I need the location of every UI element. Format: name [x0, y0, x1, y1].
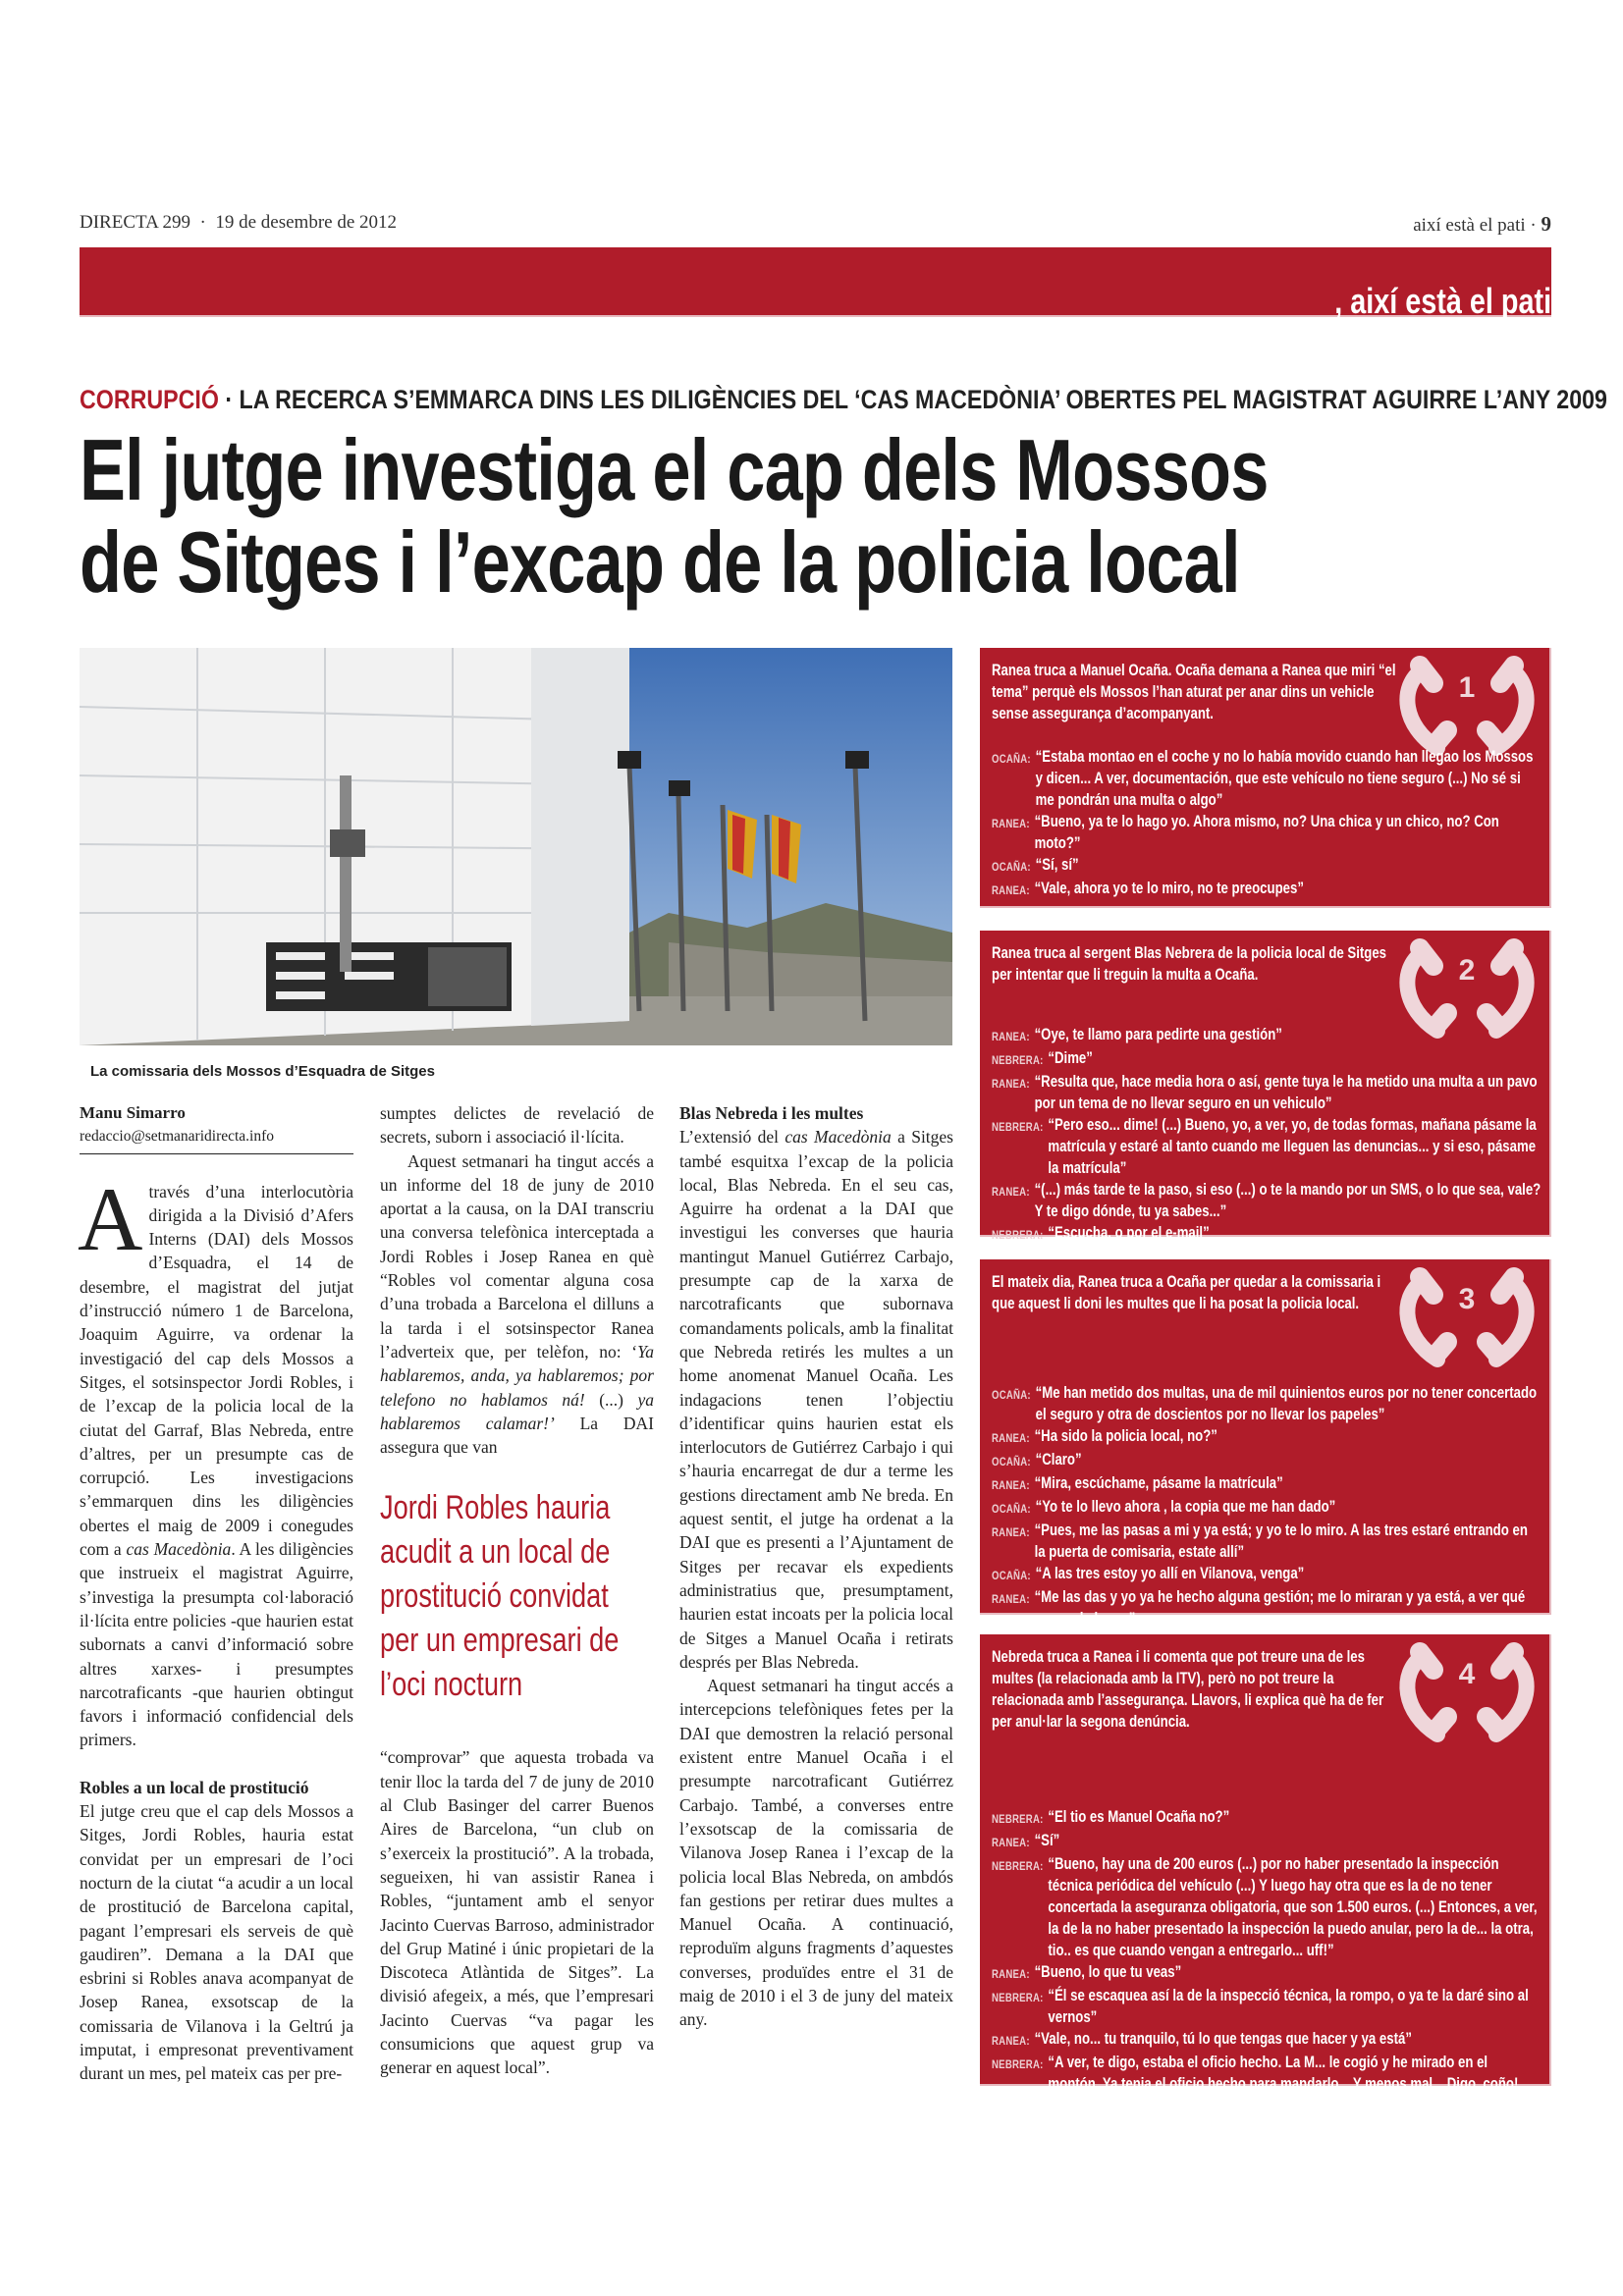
dialogue-text: “Claro” [1035, 1451, 1082, 1468]
call-summary: Nebreda truca a Ranea i li comenta que pot treure una de les multes (la relacionada amb la ITV), però no pot treure la relacionada amb l’assegurança. Llavors, li explica què ha de fer per anul·lar la segona denúncia. [992, 1648, 1384, 1731]
kicker-tag: CORRUPCIÓ [80, 385, 219, 414]
dialogue-text: “Vale, ahora yo te lo miro, no te preocupes” [1034, 880, 1304, 897]
dialogue-text: “Escucha, o por el e-mail” [1048, 1224, 1210, 1242]
dialogue-text: “Yo te lo llevo ahora , la copia que me han dado” [1035, 1498, 1336, 1516]
dialogue-text: “Oye, te llamo para pedirte una gestión” [1034, 1026, 1282, 1043]
lead-paragraph [78, 1168, 353, 1752]
photo-caption: La comissaria dels Mossos d’Esquadra de Sitges [90, 1063, 435, 1080]
call-number: 4 [1458, 1658, 1476, 1690]
speaker-label: RANEA: [992, 1030, 1030, 1043]
phone-call-box [980, 648, 1551, 908]
pull-quote [380, 1486, 654, 1732]
page-section: així està el pati · 9 [1413, 212, 1551, 236]
paragraph: El jutge creu que el cap dels Mossos a Sitges, Jordi Robles, hauria estat convidat per un empresari de l’oci nocturn de la ciutat “a acudir a un local de prostitució de Barcelona capital, pagant l’empresari els serveis de què gaudiren”. Demana a la DAI que esbrini si Robles anava acompanyat de Josep Ranea, exsotscap de la comissaria de Vilanova i la Geltrú ja imputat, i empresonat preventivament durant un mes, pel mateix cas per pre- [80, 1801, 353, 2084]
paragraph [679, 1125, 953, 1674]
dialogue-text: “Bueno, hay una de 200 euros (...) por no haber presentado la inspección técnica periódica del vehículo (...) Y luego hay otra que es la de no tener concertada la aseguranza obligatoria, que son 1.500 euros. (...) Entonces, a ver, la de la no haber presentado la inspección la puedo anular, pero la de... la otra, tio.. es que cuando vengan a entregarlo... uff!” [1048, 1855, 1538, 1959]
dialogue-text: “Ha sido la policia local, no?” [1034, 1427, 1217, 1445]
text-italic: Ya hablaremos, anda, ya hablaremos; por telefono no hablamos ná! [380, 1341, 654, 1410]
speaker-label: NEBRERA: [992, 1228, 1044, 1242]
pull-quote-line: l’oci nocturn [380, 1666, 523, 1704]
dialogue-line [992, 1830, 1542, 1853]
author-email: redaccio@setmanaridirecta.info [80, 1125, 353, 1153]
text: a Sitges també esquitxa l’excap de la policia local, Blas Nebreda. En el seu cas, Aguirre ha ordenat a la DAI que investigui les converses que hauria mantingut Manuel Gutiérrez Carbajo, presumpte cap de la xarxa de narcotraficants que subornava comandaments policals, amb la finalitat que Nebreda retirés les multes a un home anomenat Manuel Ocaña. Les indagacions tenen l’objectiu d’identificar quins haurien estat els interlocutors de Gutiérrez Carbajo i qui s’hauria encarregat de dur a terme les gestions directament amb Ne breda. En aquest sentit, el jutge ha ordenat a la DAI que es presenti a l’Ajuntament de Sitges per recavar els expedients administratius que, presumptament, haurien estat incoats per la policia local de Sitges a Manuel Ocaña i retirats després per Blas Nebreda. [679, 1127, 953, 1672]
subheading: Blas Nebreda i les multes [679, 1103, 864, 1123]
paragraph: Aquest setmanari ha tingut accés a intercepcions telefòniques fetes per la DAI que demostren la relació personal existent entre Manuel Ocaña i el presumpte narcotraficant Gutiérrez Carbajo. També, a converses entre l’exsotscap de la comissaria de Vilanova Josep Ranea i l’excap de la policia local Blas Nebreda, on ambdós fan gestions per retirar dues multes a Manuel Ocaña. A continuació, reproduïm alguns fragments d’aquestes converses, produïdes entre el 31 de maig de 2010 i el 3 de juny del mateix any. [679, 1676, 953, 2030]
dialogue-text: “Sí, sí” [1035, 856, 1079, 874]
text: través d’una interlocutòria dirigida a la Divisió d’Afers Interns (DAI) dels Mossos d’Esquadra, el 14 de desembre, el magistrat del jutjat d’instrucció número 1 de Barcelona, Joaquim Aguirre, va ordenar la investigació del cap dels Mossos a Sitges, el sotsinspector Jordi Robles, i de l’excap de la policia local de la ciutat del Garraf, Blas Nebreda, entre d’altres, per un presumpte cas de corrupció. Les investigacions s’emmarquen dins les diligències obertes el maig de 2009 i conegudes com a [80, 1181, 353, 1560]
dialogue-text: “Me han metido dos multas, una de mil quinientos euros por no tener concertado el seguro y otra de doscientos por no llevar los papeles” [1035, 1384, 1538, 1423]
pull-quote-line: per un empresari de [380, 1622, 620, 1660]
speaker-label: RANEA: [992, 1525, 1030, 1539]
call-number: 3 [1458, 1283, 1476, 1315]
dialogue-line [992, 2052, 1542, 2116]
dialogue-text: “Pues, me las pasas a mi y ya está; y yo te lo miro. A las tres estaré entrando en la puerta de comisaria, estate allí” [1034, 1522, 1528, 1561]
speaker-label: OCAÑA: [992, 752, 1031, 766]
call-summary: Ranea truca a Manuel Ocaña. Ocaña demana a Ranea que miri “el tema” perquè els Mossos l’han aturat per anar dins un vehicle sense assegurança d’acompanyant. [992, 662, 1396, 722]
speaker-label: NEBRERA: [992, 2057, 1044, 2071]
dialogue-line [992, 746, 1542, 811]
dialogue-text: “Él se escaquea así la de la inspecció técnica, la rompo, o ya te la daré sino al vernos” [1048, 1987, 1529, 2026]
dialogue-line [992, 1047, 1542, 1071]
phone-call-box [980, 1259, 1551, 1628]
dialogue-text: “Me las das y yo ya he hecho alguna gestión; me lo miraran y ya está, a ver qué se puede hacer” [1034, 1588, 1526, 1628]
dialogue-text: “Sí” [1034, 1832, 1060, 1849]
speaker-label: RANEA: [992, 1836, 1030, 1849]
section-label: així està el pati [1413, 215, 1526, 236]
article-column-3 [679, 1101, 953, 2032]
speaker-label: RANEA: [992, 883, 1030, 897]
dialogue-text: “Mira, escúchame, pásame la matrícula” [1034, 1474, 1283, 1492]
kicker [80, 385, 1607, 415]
call-number: 1 [1458, 671, 1476, 704]
paragraph [380, 1149, 654, 1460]
section-banner-title: , així està el pati [1334, 281, 1551, 321]
speaker-label: NEBRERA: [992, 1120, 1044, 1134]
speaker-label: OCAÑA: [992, 860, 1031, 874]
dialogue-text: “Bueno, lo que tu veas” [1034, 1963, 1182, 1981]
speaker-label: RANEA: [992, 1967, 1030, 1981]
text-italic: cas Macedònia [784, 1127, 892, 1148]
speaker-label: OCAÑA: [992, 1388, 1031, 1402]
dialogue-line [992, 1114, 1542, 1179]
pull-quote-line: acudit a un local de [380, 1533, 611, 1572]
speaker-label: RANEA: [992, 817, 1030, 830]
dialogue-line [992, 1449, 1542, 1472]
dialogue-text: “Vale, no... tu tranquilo, tú lo que tengas que hacer y ya está” [1034, 2030, 1412, 2048]
dialogue-line [992, 1472, 1542, 1496]
text: Aquest setmanari ha tingut accés a un informe del 18 de juny de 2010 aportat a la causa, on la DAI transcriu una conversa telefònica interceptada a Jordi Robles i Josep Ranea en què “Robles vol comentar alguna cosa d’una trobada a Barcelona el dilluns a la tarda i el sotsinspector Ranea l’adverteix que, per telèfon, no: ‘ [380, 1150, 654, 1362]
speaker-label: OCAÑA: [992, 1455, 1031, 1468]
speaker-label: OCAÑA: [992, 1569, 1031, 1582]
pull-quote-line: prostitució convidat [380, 1577, 609, 1616]
page-title [80, 421, 1269, 611]
dialogue-line [992, 1382, 1542, 1425]
issue-info: DIRECTA 299 · 19 de desembre de 2012 [80, 212, 398, 233]
speaker-label: RANEA: [992, 1077, 1030, 1091]
call-summary: El mateix dia, Ranea truca a Ocaña per quedar a la comissaria i que aquest li doni les multes que li ha posat la policia local. [992, 1273, 1381, 1312]
speaker-label: RANEA: [992, 1478, 1030, 1492]
dialogue-line [992, 811, 1542, 854]
dialogue-line [992, 1179, 1542, 1222]
speaker-label: RANEA: [992, 1185, 1030, 1199]
dialogue-line [992, 854, 1542, 878]
speaker-label: RANEA: [992, 2034, 1030, 2048]
paragraph: “comprovar” que aquesta trobada va tenir lloc la tarda del 7 de juny de 2010 al Club Basinger del carrer Buenos Aires de Barcelona, “un club on s’exerceix la prostitució”. A la trobada, segueixen, hi van assistir Ranea i Robles, “juntament amb el senyor Jacinto Cuervas Barroso, administrador del Grup Matiné i únic propietari de la Discoteca Atlàntida de Sitges”. La divisió afegeix, a més, que l’empresari Jacinto Cuervas “va pagar les consumicions que aquest grup va generar en aquest local”. [380, 1747, 654, 2078]
text-italic: ya hablaremos calamar!’ [380, 1389, 654, 1433]
issue-number: DIRECTA 299 [80, 212, 191, 233]
text: . A les diligències que instrueix el magistrat Aguirre, s’investiga la presumpta col·laboració il·lícita entre policies -que haurien estat subornats a canvi d’informació sobre altres xarxes- i presumptes narcotraficants -que haurien obtingut favors i informació confidencial dels primers. [80, 1539, 353, 1750]
call-summary: Ranea truca al sergent Blas Nebrera de la policia local de Sitges per intentar que li treguin la multa a Ocaña. [992, 944, 1387, 984]
dialogue-text: “Resulta que, hace media hora o así, gente tuya le ha metido una multa a un pavo por un tema de no llevar seguro en un vehiculo” [1034, 1073, 1538, 1112]
dialogue-text: “Estaba montao en el coche y no lo había movido cuando han llegao los Mossos y dicen... A ver, documentación, que este vehículo no tiene seguro (...) No sé si me pondrán una multa o algo” [1035, 748, 1534, 809]
dialogue-line [992, 1961, 1542, 1985]
article-photo [80, 648, 952, 1045]
text-italic: cas Macedònia [126, 1539, 232, 1560]
dialogue-line [992, 1563, 1542, 1586]
kicker-text: · LA RECERCA S’EMMARCA DINS LES DILIGÈNCIES DEL ‘CAS MACEDÒNIA’ OBERTES PEL MAGISTRAT AGUIRRE L’ANY 2009 [225, 385, 1607, 414]
subheading: Robles a un local de prostitució [80, 1777, 309, 1797]
headline-line: El jutge investiga el cap dels Mossos [80, 421, 1269, 518]
speaker-label: NEBRERA: [992, 1859, 1044, 1873]
speaker-label: NEBRERA: [992, 1812, 1044, 1826]
page-number: 9 [1541, 212, 1551, 236]
text: La DAI assegura que van [380, 1413, 654, 1458]
phone-call-box [980, 931, 1551, 1242]
dialogue-line [992, 1520, 1542, 1563]
dialogue-text: “El tio es Manuel Ocaña no?” [1048, 1808, 1230, 1826]
section-banner [80, 247, 1551, 317]
dialogue-line [992, 2028, 1542, 2052]
speaker-label: RANEA: [992, 1431, 1030, 1445]
paragraph: sumptes delictes de revelació de secrets, suborn i associació il·lícita. [380, 1103, 654, 1148]
pull-quote-line: Jordi Robles hauria [380, 1489, 611, 1527]
dialogue-line [992, 1985, 1542, 2028]
phone-call-box [980, 1634, 1551, 2114]
dialogue-line [992, 878, 1542, 901]
speaker-label: NEBRERA: [992, 1991, 1044, 2004]
dialogue-line [992, 1806, 1542, 1830]
drop-cap: A [78, 1168, 143, 1269]
dialogue-line [992, 1071, 1542, 1114]
headline-line: de Sitges i l’excap de la policia local [80, 513, 1240, 611]
dialogue-text: “Dime” [1048, 1049, 1093, 1067]
author-name: Manu Simarro [80, 1103, 186, 1122]
dialogue-text: “A las tres estoy yo allí en Vilanova, venga” [1035, 1565, 1305, 1582]
dialogue-line [992, 1024, 1542, 1047]
text: (...) [584, 1389, 638, 1410]
dialogue-line [992, 1586, 1542, 1629]
dialogue-line [992, 1222, 1542, 1246]
speaker-label: RANEA: [992, 1592, 1030, 1606]
dialogue-text: “(...) más tarde te la paso, si eso (...) o te la mando por un SMS, o lo que sea, vale? Y te digo dónde, tu ya sabes...” [1034, 1181, 1542, 1220]
article-column-2 [380, 1101, 654, 2080]
dialogue-text: “Pero eso... dime! (...) Bueno, yo, a ver, yo, de todas formas, mañana pásame la matrícula y estaré al tanto cuando me lleguen las denuncias... y si eso, pásame la matrícula” [1048, 1116, 1537, 1177]
speaker-label: NEBRERA: [992, 1053, 1044, 1067]
dialogue-line [992, 1425, 1542, 1449]
dialogue-line [992, 1853, 1542, 1961]
call-number: 2 [1458, 954, 1476, 987]
speaker-label: OCAÑA: [992, 1502, 1031, 1516]
article-column-1 [80, 1101, 353, 2086]
dialogue-text: “Bueno, ya te lo hago yo. Ahora mismo, no? Una chica y un chico, no? Con moto?” [1034, 813, 1499, 852]
dialogue-text: “A ver, te digo, estaba el oficio hecho. La M... le cogió y he mirado en el montón. Ya tenia el oficio hecho para mandarlo... Y menos mal... Digo, coño! Mierda!.. Y yo.. dejamelo” [1048, 2054, 1519, 2114]
issue-date: 19 de desembre de 2012 [215, 212, 398, 233]
dialogue-line [992, 1496, 1542, 1520]
text: L’extensió del [679, 1127, 785, 1148]
